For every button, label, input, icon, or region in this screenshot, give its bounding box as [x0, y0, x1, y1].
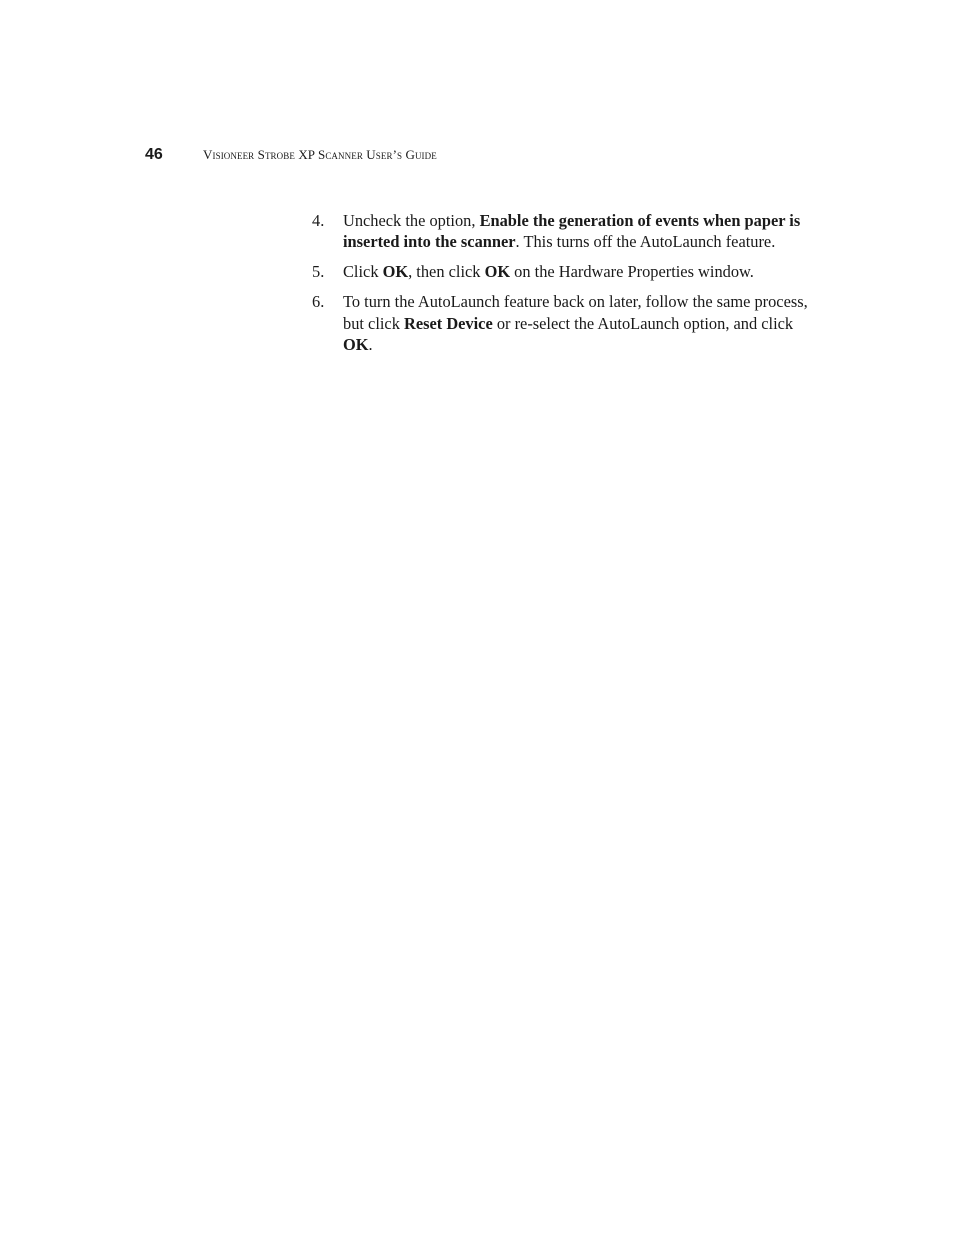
step-text [343, 210, 812, 253]
option-name: Enable the generation of events when paper is inserted into the scanner [343, 211, 801, 252]
page-header [145, 146, 437, 170]
step-number: 5. [312, 262, 325, 282]
step-6 [312, 291, 812, 355]
step-text-segment: . This turns off the AutoLaunch feature. [515, 232, 776, 252]
reset-device-label: Reset Device [404, 313, 493, 333]
step-text [343, 291, 812, 355]
step-number: 6. [312, 292, 325, 312]
step-text-segment: , then click [408, 262, 485, 282]
step-text-segment: Click [343, 262, 383, 282]
step-text [343, 261, 812, 282]
step-5 [312, 261, 812, 282]
instruction-steps [312, 210, 812, 364]
page-number: 46 [145, 146, 163, 163]
step-text-segment: on the Hardware Properties window. [510, 262, 754, 282]
running-title: Visioneer Strobe XP Scanner User’s Guide [203, 147, 437, 162]
step-text-segment: or re-select the AutoLaunch option, and click [492, 313, 794, 333]
step-number: 4. [312, 211, 325, 230]
ok-label: OK [484, 262, 511, 282]
step-text-segment: Uncheck the option, [343, 211, 480, 230]
ok-label: OK [382, 262, 409, 282]
ok-label: OK [343, 335, 369, 355]
step-text-segment: . [368, 335, 373, 355]
step-text-segment: To turn the AutoLaunch feature back on later, follow the same process, but click [343, 292, 808, 333]
step-4 [312, 210, 812, 253]
